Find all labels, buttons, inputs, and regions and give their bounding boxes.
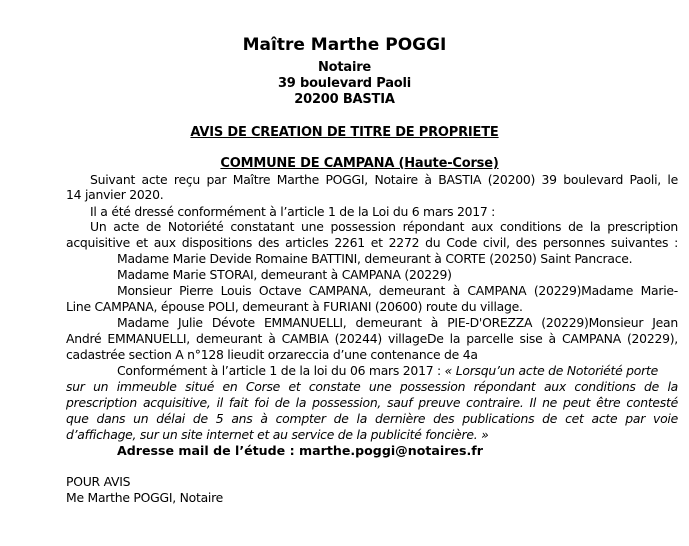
law-quote-line: sur un immeuble situé en Corse et constate une possession répondant aux conditions de la xyxy=(66,379,678,394)
notary-title: Notaire xyxy=(317,60,372,75)
law-quote-line: prescription acquisitive, il fait foi de la possession, sauf preuve contraire. Il ne peut être contesté xyxy=(66,395,678,410)
notary-address-street: 39 boulevard Paoli xyxy=(277,76,412,91)
notary-address-city: 20200 BASTIA xyxy=(294,92,395,107)
body-line: Monsieur Pierre Louis Octave CAMPANA, demeurant à CAMPANA (20229)Madame Marie- xyxy=(117,283,678,298)
body-line: Un acte de Notoriété constatant une possession répondant aux conditions de la prescription xyxy=(90,219,678,234)
body-line: Madame Julie Dévote EMMANUELLI, demeurant à PIE-D'OREZZA (20229)Monsieur Jean xyxy=(117,315,678,330)
signature: Me Marthe POGGI, Notaire xyxy=(66,490,224,505)
office-email: Adresse mail de l’étude : marthe.poggi@notaires.fr xyxy=(117,443,483,458)
body-line: Madame Marie Devide Romaine BATTINI, demeurant à CORTE (20250) Saint Pancrace. xyxy=(117,251,633,266)
notary-name: Maître Marthe POGGI xyxy=(242,35,447,55)
body-line: Il a été dressé conformément à l’article 1 de la Loi du 6 mars 2017 : xyxy=(90,204,496,219)
notice-title: AVIS DE CREATION DE TITRE DE PROPRIETE xyxy=(190,125,499,140)
commune-heading: COMMUNE DE CAMPANA (Haute-Corse) xyxy=(220,156,499,171)
body-line: Suivant acte reçu par Maître Marthe POGGI, Notaire à BASTIA (20200) 39 boulevard Paoli, le xyxy=(90,172,678,187)
body-line: André EMMANUELLI, demeurant à CAMBIA (20244) villageDe la parcelle sise à CAMPANA (20229), xyxy=(66,331,678,346)
body-line: Madame Marie STORAI, demeurant à CAMPANA (20229) xyxy=(117,267,452,282)
law-quote-line: d’affichage, sur un site internet et au service de la publicité foncière. » xyxy=(66,427,489,442)
law-quote-line: que dans un délai de 5 ans à compter de la dernière des publications de cet acte par voie xyxy=(66,411,678,426)
body-line: 14 janvier 2020. xyxy=(66,187,164,202)
law-intro: Conformément à l’article 1 de la loi du 06 mars 2017 : xyxy=(117,363,445,378)
body-line: acquisitive et aux dispositions des articles 2261 et 2272 du Code civil, des personnes suivantes : xyxy=(66,235,678,250)
law-quote-start: « Lorsqu’un acte de Notoriété porte xyxy=(444,363,658,378)
pour-avis-label: POUR AVIS xyxy=(66,474,131,489)
body-line: cadastrée section A n°128 lieudit orzareccia d’une contenance de 4a xyxy=(66,347,478,362)
law-quote-first-line xyxy=(117,363,658,378)
body-line: Line CAMPANA, épouse POLI, demeurant à FURIANI (20600) route du village. xyxy=(66,299,523,314)
